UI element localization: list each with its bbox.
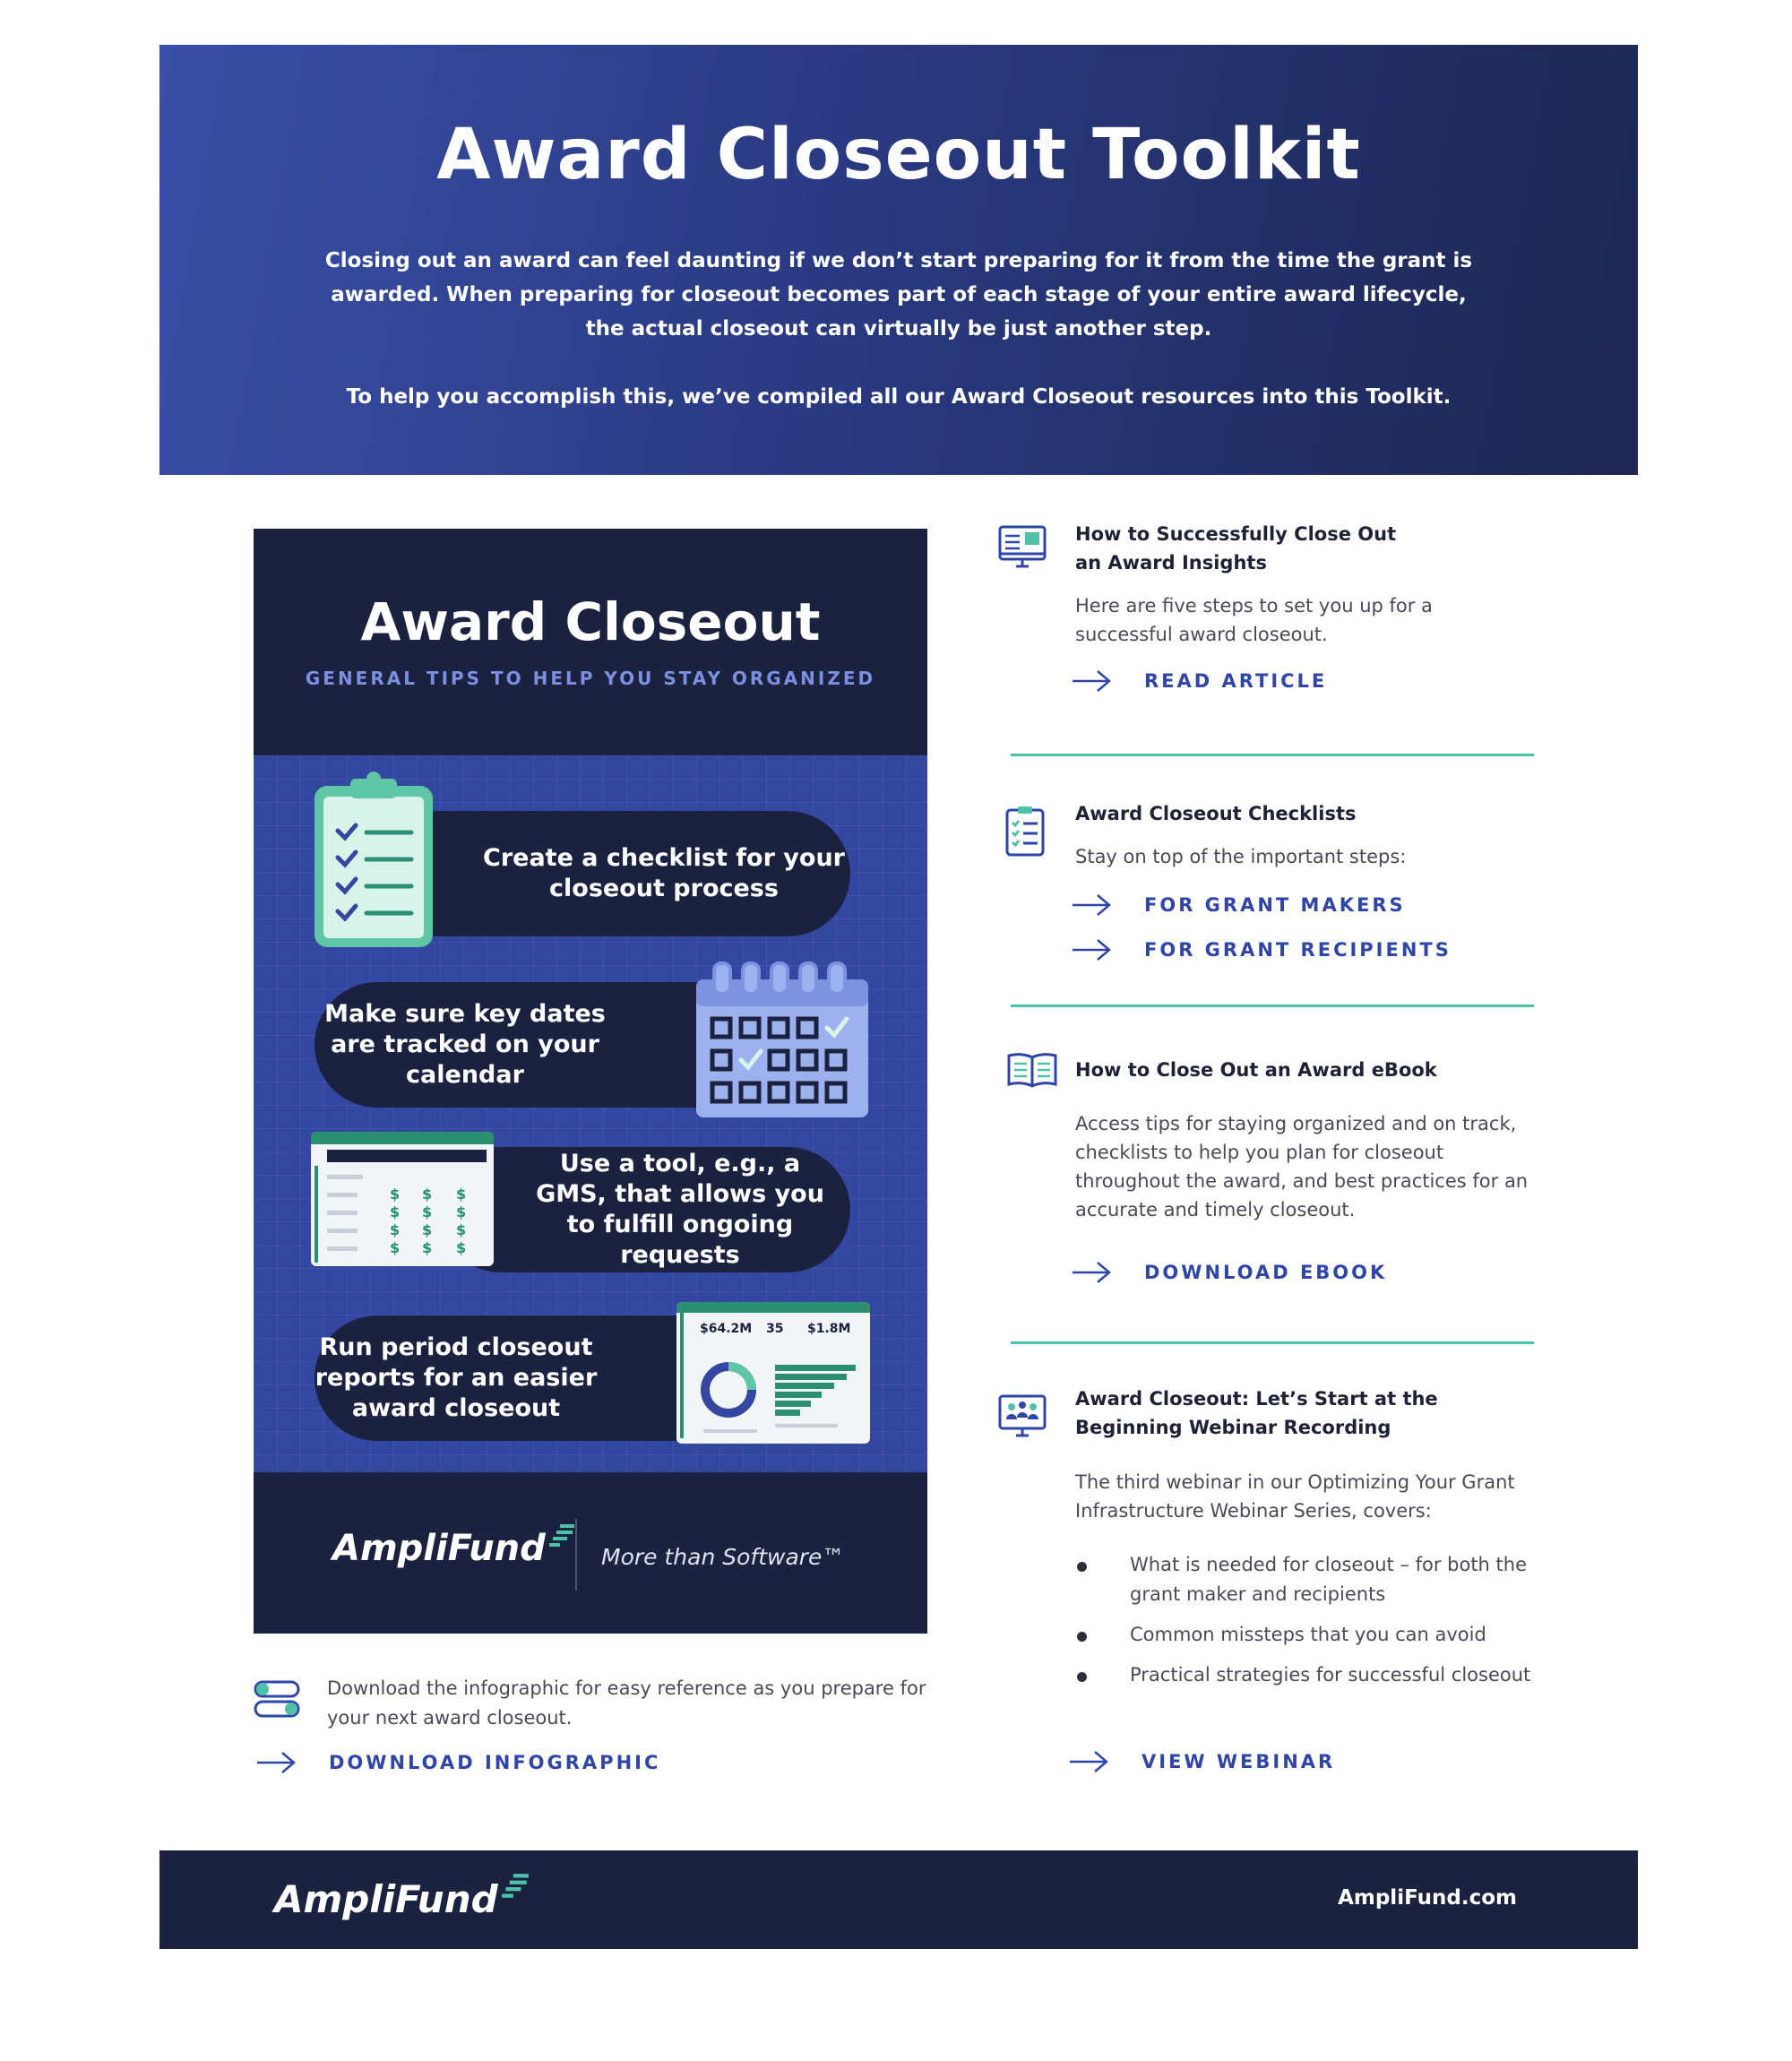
intro-paragraph: Closing out an award can feel daunting if we don’t start preparing for it from the time the grant is awarded. When preparing for closeout becomes part of each stage of your entire award lifecycle, the actual closeout can virtually be just another step. bbox=[324, 249, 1473, 341]
resource-3-title: How to Close Out an Award eBook bbox=[1075, 1059, 1437, 1081]
arrow-right-icon bbox=[1068, 1749, 1109, 1774]
webinar-topics-list bbox=[1072, 1550, 1538, 1701]
divider bbox=[1011, 1005, 1534, 1007]
header-banner bbox=[159, 45, 1638, 475]
footer-amplifund-logo[interactable] bbox=[274, 1877, 498, 1921]
infographic-title: Award Closeout bbox=[360, 591, 821, 652]
checklist-icon bbox=[1005, 805, 1045, 857]
amplifund-logo-mark-icon bbox=[547, 1522, 576, 1549]
infographic-tips-area bbox=[254, 755, 927, 1472]
download-infographic-link[interactable] bbox=[255, 1750, 660, 1775]
calendar-icon bbox=[694, 962, 870, 1119]
amplifund-logo-mark-icon bbox=[500, 1872, 530, 1901]
monitor-icon bbox=[998, 525, 1047, 570]
budget-table-screenshot bbox=[311, 1132, 494, 1266]
infographic-footer bbox=[254, 1472, 927, 1634]
svg-text:$: $ bbox=[456, 1221, 467, 1238]
resource-4-text: The third webinar in our Optimizing Your Grant Infrastructure Webinar Series, covers: bbox=[1075, 1471, 1515, 1522]
svg-text:$: $ bbox=[422, 1203, 433, 1220]
svg-text:$: $ bbox=[422, 1186, 433, 1203]
list-item: Practical strategies for successful closeout bbox=[1072, 1660, 1538, 1690]
svg-text:$: $ bbox=[422, 1239, 433, 1256]
svg-text:$: $ bbox=[456, 1239, 467, 1256]
list-item: Common missteps that you can avoid bbox=[1072, 1620, 1538, 1650]
report-dashboard-screenshot bbox=[676, 1302, 870, 1444]
view-webinar-label: VIEW WEBINAR bbox=[1142, 1751, 1336, 1772]
grant-makers-checklist-link[interactable] bbox=[1071, 893, 1406, 918]
tip-3-text: Use a tool, e.g., a GMS, that allows you to fulfill ongoing requests bbox=[536, 1150, 824, 1269]
grant-makers-label: FOR GRANT MAKERS bbox=[1144, 894, 1406, 916]
report-stat-1: $64.2M bbox=[700, 1322, 753, 1336]
footer-logo-text: AmpliFund bbox=[274, 1877, 498, 1921]
svg-text:$: $ bbox=[422, 1221, 433, 1238]
list-item: What is needed for closeout – for both the grant maker and recipients bbox=[1072, 1550, 1538, 1609]
resource-2-title: Award Closeout Checklists bbox=[1075, 803, 1357, 824]
svg-text:$: $ bbox=[390, 1203, 401, 1220]
logo-divider bbox=[575, 1519, 577, 1591]
resource-2-text: Stay on top of the important steps: bbox=[1075, 846, 1407, 867]
download-ebook-label: DOWNLOAD EBOOK bbox=[1144, 1262, 1388, 1283]
report-stat-2: 35 bbox=[766, 1322, 784, 1336]
amplifund-logo bbox=[332, 1528, 546, 1569]
grant-recipients-label: FOR GRANT RECIPIENTS bbox=[1144, 939, 1452, 961]
resource-4-title: Award Closeout: Let’s Start at the Beginning Webinar Recording bbox=[1075, 1388, 1438, 1438]
divider bbox=[1011, 1341, 1534, 1344]
view-webinar-link[interactable] bbox=[1068, 1749, 1335, 1774]
intro-paragraph-2: To help you accomplish this, we’ve compiled all our Award Closeout resources into this Toolkit. bbox=[346, 385, 1452, 409]
footer-website-link[interactable]: AmpliFund.com bbox=[1338, 1886, 1517, 1910]
infographic-subtitle: GENERAL TIPS TO HELP YOU STAY ORGANIZED bbox=[305, 668, 876, 689]
clipboard-icon bbox=[311, 772, 436, 951]
read-article-link[interactable] bbox=[1071, 668, 1327, 694]
report-stat-3: $1.8M bbox=[807, 1322, 851, 1336]
grant-recipients-checklist-link[interactable] bbox=[1071, 937, 1452, 962]
arrow-right-icon bbox=[1071, 1260, 1112, 1285]
svg-text:$: $ bbox=[390, 1221, 401, 1238]
resource-1-text: Here are five steps to set you up for a successful award closeout. bbox=[1075, 595, 1433, 645]
svg-text:$: $ bbox=[456, 1203, 467, 1220]
book-icon bbox=[1007, 1052, 1057, 1088]
tip-4-text: Run period closeout reports for an easier award closeout bbox=[314, 1333, 598, 1422]
tip-1-text: Create a checklist for your closeout process bbox=[483, 844, 845, 902]
arrow-right-icon bbox=[1071, 668, 1112, 694]
download-infographic-label: DOWNLOAD INFOGRAPHIC bbox=[329, 1752, 661, 1773]
page-footer bbox=[159, 1850, 1638, 1949]
page-title: Award Closeout Toolkit bbox=[436, 115, 1361, 195]
divider bbox=[1011, 754, 1534, 756]
svg-text:$: $ bbox=[390, 1186, 401, 1203]
infographic[interactable] bbox=[254, 529, 927, 1634]
infographic-tagline: More than Software™ bbox=[601, 1544, 845, 1570]
tip-3 bbox=[438, 1147, 850, 1272]
tip-2-text: Make sure key dates are tracked on your calendar bbox=[324, 1000, 606, 1089]
arrow-right-icon bbox=[1071, 893, 1112, 918]
webinar-icon bbox=[998, 1394, 1047, 1439]
svg-text:$: $ bbox=[390, 1239, 401, 1256]
arrow-right-icon bbox=[255, 1750, 297, 1775]
svg-text:$: $ bbox=[456, 1186, 467, 1203]
toggle-icon bbox=[254, 1680, 300, 1718]
arrow-right-icon bbox=[1071, 937, 1112, 962]
read-article-label: READ ARTICLE bbox=[1144, 670, 1328, 692]
amplifund-logo-text: AmpliFund bbox=[332, 1528, 546, 1569]
resource-1-title: How to Successfully Close Out an Award Insights bbox=[1075, 523, 1397, 573]
tip-1 bbox=[370, 811, 850, 936]
resource-3-text: Access tips for staying organized and on track, checklists to help you plan for closeout throughout the award, and best practices for an accurate and timely closeout. bbox=[1075, 1113, 1529, 1220]
infographic-download-text: Download the infographic for easy reference as you prepare for your next award closeout. bbox=[327, 1677, 926, 1729]
download-ebook-link[interactable] bbox=[1071, 1260, 1387, 1285]
